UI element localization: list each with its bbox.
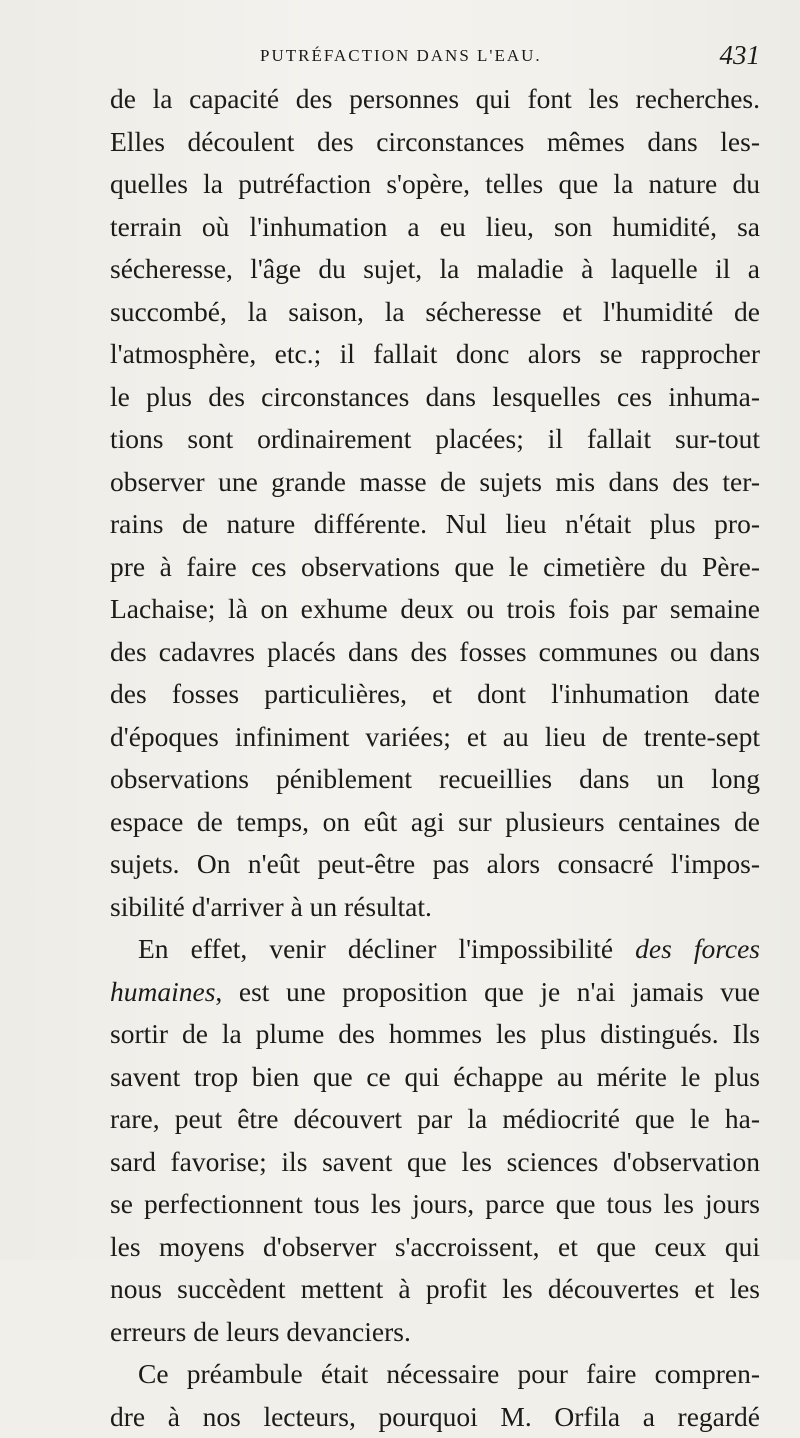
text-line: de la capacité des personnes qui font les recherches. [110, 78, 760, 121]
italic-phrase: des forces [635, 933, 760, 964]
text-line: d'époques infiniment variées; et au lieu de trente-sept [110, 716, 760, 759]
text-line: des fosses particulières, et dont l'inhumation date [110, 673, 760, 716]
paragraph-end-line: erreurs de leurs devanciers. [110, 1311, 760, 1354]
paragraph-start-line: Ce préambule était nécessaire pour faire compren- [110, 1353, 760, 1396]
text-line: espace de temps, on eût agi sur plusieurs centaines de [110, 801, 760, 844]
text-line: pre à faire ces observations que le cimetière du Père- [110, 546, 760, 589]
text-line: Elles découlent des circonstances mêmes dans les- [110, 121, 760, 164]
text-line: des cadavres placés dans des fosses communes ou dans [110, 631, 760, 674]
text-line: rare, peut être découvert par la médiocrité que le ha- [110, 1098, 760, 1141]
text-line: Lachaise; là on exhume deux ou trois fois par semaine [110, 588, 760, 631]
text-line: sujets. On n'eût peut-être pas alors consacré l'impos- [110, 843, 760, 886]
text-line [110, 971, 760, 1014]
text-line: quelles la putréfaction s'opère, telles que la nature du [110, 163, 760, 206]
text-line: tions sont ordinairement placées; il fallait sur-tout [110, 418, 760, 461]
page-number: 431 [720, 40, 761, 71]
text-line: dre à nos lecteurs, pourquoi M. Orfila a regardé [110, 1396, 760, 1438]
text-line: observer une grande masse de sujets mis dans des ter- [110, 461, 760, 504]
paragraph-start-line [110, 928, 760, 971]
italic-phrase: humaines [110, 976, 215, 1007]
text-line: les moyens d'observer s'accroissent, et que ceux qui [110, 1226, 760, 1269]
body-text [110, 78, 760, 1438]
text-line: le plus des circonstances dans lesquelles ces inhuma- [110, 376, 760, 419]
text-line: savent trop bien que ce qui échappe au mérite le plus [110, 1056, 760, 1099]
text-line: nous succèdent mettent à profit les découvertes et les [110, 1268, 760, 1311]
text-line: sécheresse, l'âge du sujet, la maladie à laquelle il a [110, 248, 760, 291]
running-title: PUTRÉFACTION DANS L'EAU. [260, 46, 542, 66]
text-line: se perfectionnent tous les jours, parce que tous les jours [110, 1183, 760, 1226]
text-line: sortir de la plume des hommes les plus distingués. Ils [110, 1013, 760, 1056]
text-segment: , est une proposition que je n'ai jamais vue [215, 976, 760, 1007]
text-line: succombé, la saison, la sécheresse et l'humidité de [110, 291, 760, 334]
text-line: terrain où l'inhumation a eu lieu, son humidité, sa [110, 206, 760, 249]
paragraph-end-line: sibilité d'arriver à un résultat. [110, 886, 760, 929]
text-line: l'atmosphère, etc.; il fallait donc alors se rapprocher [110, 333, 760, 376]
text-segment: En effet, venir décliner l'impossibilité [138, 933, 635, 964]
text-line: rains de nature différente. Nul lieu n'était plus pro- [110, 503, 760, 546]
page-header [110, 40, 760, 74]
text-line: sard favorise; ils savent que les sciences d'observation [110, 1141, 760, 1184]
text-line: observations péniblement recueillies dans un long [110, 758, 760, 801]
